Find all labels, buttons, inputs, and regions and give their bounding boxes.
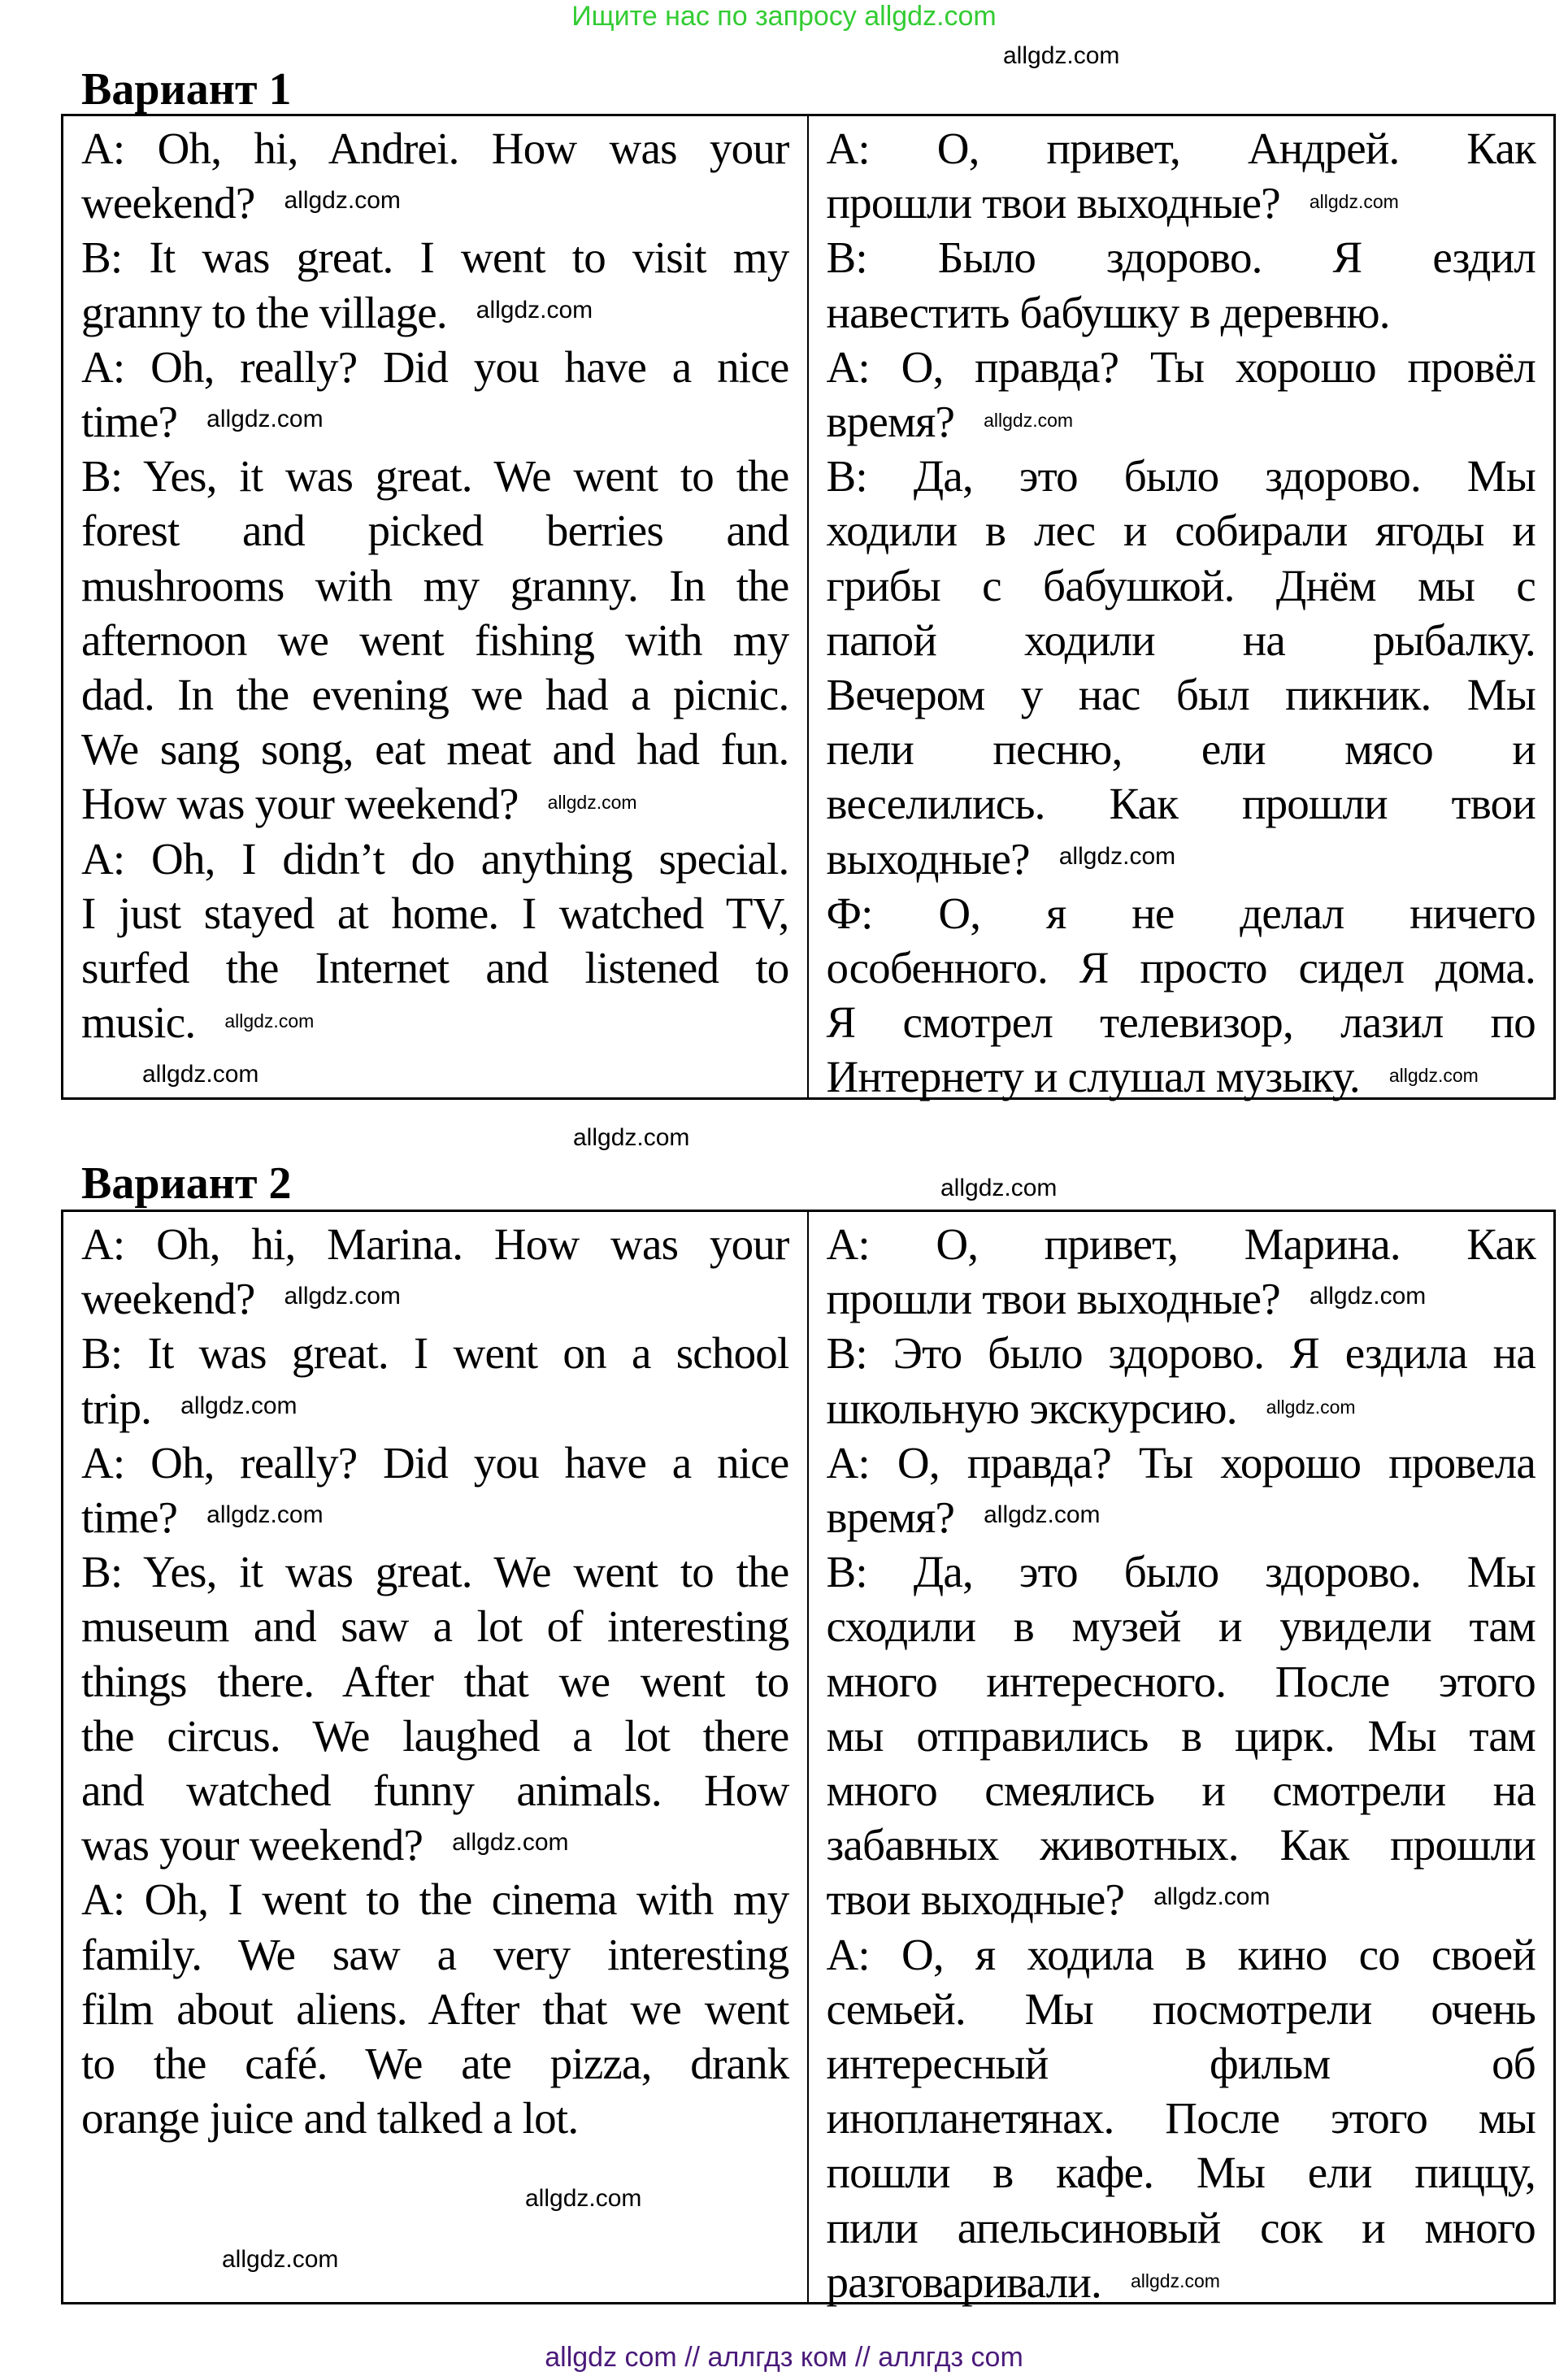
variant-1-heading: Вариант 1 xyxy=(81,64,292,115)
dialogue-line xyxy=(827,394,1536,449)
variant-2-heading: Вариант 2 xyxy=(81,1158,292,1209)
watermark: allgdz.com xyxy=(142,1061,259,1088)
dialogue-line xyxy=(827,776,1536,831)
dialogue-line-text: прошли твои выходные? xyxy=(826,1274,1280,1324)
dialogue-line-text: B: Yes, it was great. We went to the xyxy=(81,1547,789,1597)
dialogue-line xyxy=(81,1927,789,1982)
dialogue-line xyxy=(827,176,1536,230)
dialogue-line-text: trip. xyxy=(81,1383,152,1433)
watermark: allgdz.com xyxy=(222,2246,339,2273)
dialogue-line-text: В: Да, это было здорово. Мы xyxy=(826,1547,1535,1597)
dialogue-line-text: А: О, правда? Ты хорошо провела xyxy=(826,1437,1535,1488)
dialogue-line-text: прошли твои выходные? xyxy=(826,178,1280,228)
dialogue-line xyxy=(827,1490,1536,1544)
dialogue-line-text: A: Oh, hi, Andrei. How was your xyxy=(81,124,789,173)
dialogue-line xyxy=(827,2200,1536,2255)
dialogue-line xyxy=(827,1436,1536,1490)
dialogue-line-text: was your weekend? xyxy=(81,1820,423,1870)
dialogue-line xyxy=(81,1490,789,1544)
dialogue-line xyxy=(827,503,1536,558)
dialogue-line xyxy=(81,1381,789,1436)
dialogue-line-text: забавных животных. Как прошли xyxy=(826,1820,1535,1870)
dialogue-line-text: грибы с бабушкой. Днём мы с xyxy=(826,560,1535,610)
dialogue-line xyxy=(81,613,789,667)
dialogue-line-text: I just stayed at home. I watched TV, xyxy=(81,888,789,938)
dialogue-line xyxy=(827,2145,1536,2200)
dialogue-line-text: A: Oh, hi, Marina. How was your xyxy=(81,1219,789,1269)
watermark: allgdz.com xyxy=(1153,1883,1270,1911)
dialogue-line xyxy=(827,1271,1536,1326)
dialogue-line xyxy=(827,886,1536,940)
watermark: allgdz.com xyxy=(1003,42,1120,69)
dialogue-line-text: школьную экскурсию. xyxy=(826,1383,1237,1433)
dialogue-line xyxy=(81,1326,789,1380)
dialogue-line-text: A: Oh, I didn’t do anything special. xyxy=(81,833,789,884)
watermark: allgdz.com xyxy=(1058,842,1176,870)
dialogue-line xyxy=(81,1982,789,2036)
dialogue-line xyxy=(827,2255,1536,2309)
dialogue-line xyxy=(827,558,1536,613)
dialogue-line-text: and watched funny animals. How xyxy=(81,1766,789,1816)
dialogue-line xyxy=(827,1599,1536,1653)
dialogue-line-text: weekend? xyxy=(81,1274,255,1324)
watermark: allgdz.com xyxy=(1131,2270,1220,2291)
dialogue-line xyxy=(827,1049,1536,1104)
dialogue-line-text: время? xyxy=(826,1492,955,1543)
dialogue-line-text: the circus. We laughed a lot there xyxy=(81,1710,789,1761)
dialogue-line-text: music. xyxy=(81,997,196,1048)
dialogue-line xyxy=(81,2036,789,2091)
dialogue-line-text: сходили в музей и увидели там xyxy=(826,1601,1535,1652)
watermark: allgdz.com xyxy=(224,1010,315,1032)
watermark: allgdz.com xyxy=(984,410,1074,432)
dialogue-line xyxy=(827,1872,1536,1926)
watermark: allgdz.com xyxy=(452,1829,569,1857)
dialogue-line-text: А: О, правда? Ты хорошо провёл xyxy=(826,341,1535,392)
dialogue-line-text: особенного. Я просто сидел дома. xyxy=(826,943,1535,993)
dialogue-line xyxy=(81,776,789,831)
dialogue-line xyxy=(81,121,789,176)
dialogue-line xyxy=(827,722,1536,776)
dialogue-line-text: А: О, я ходила в кино со своей xyxy=(826,1929,1535,1979)
dialogue-line xyxy=(81,1654,789,1709)
dialogue-line xyxy=(81,340,789,394)
dialogue-line-text: B: It was great. I went on a school xyxy=(81,1328,789,1379)
watermark: allgdz.com xyxy=(573,1124,690,1151)
dialogue-line-text: пили апельсиновый сок и много xyxy=(826,2202,1535,2252)
dialogue-line-text: B: It was great. I went to visit my xyxy=(81,232,789,283)
dialogue-line-text: afternoon we went fishing with my xyxy=(81,615,789,665)
dialogue-line-text: Я смотрел телевизор, лазил по xyxy=(826,997,1535,1048)
dialogue-line-text: to the café. We ate pizza, drank xyxy=(81,2039,789,2089)
dialogue-line-text: мы отправились в цирк. Мы там xyxy=(826,1710,1535,1761)
dialogue-line xyxy=(81,176,789,230)
dialogue-line xyxy=(81,995,789,1049)
dialogue-line-text: В: Да, это было здорово. Мы xyxy=(826,451,1535,502)
dialogue-line xyxy=(827,1326,1536,1380)
dialogue-line xyxy=(81,1544,789,1599)
dialogue-line-text: weekend? xyxy=(81,178,255,228)
watermark: allgdz.com xyxy=(525,2185,642,2212)
dialogue-line-text: навестить бабушку в деревню. xyxy=(826,287,1390,337)
dialogue-line xyxy=(827,667,1536,722)
footer-watermark-text: allgdz com // аллгдз ком // аллгдз com xyxy=(545,2342,1023,2373)
dialogue-line-text: А: О, привет, Андрей. Как xyxy=(826,124,1535,173)
dialogue-line xyxy=(81,722,789,776)
dialogue-line-text: orange juice and talked a lot. xyxy=(81,2093,579,2144)
watermark: allgdz.com xyxy=(984,1501,1101,1529)
dialogue-line-text: surfed the Internet and listened to xyxy=(81,943,789,993)
dialogue-line xyxy=(81,1436,789,1490)
russian-column xyxy=(809,1212,1554,2307)
dialogue-line xyxy=(827,940,1536,995)
dialogue-line-text: time? xyxy=(81,397,178,447)
dialogue-line xyxy=(81,832,789,886)
dialogue-line-text: время? xyxy=(826,397,955,447)
dialogue-line xyxy=(81,1818,789,1872)
dialogue-line xyxy=(81,886,789,940)
dialogue-line-text: В: Было здорово. Я ездил xyxy=(826,232,1535,283)
dialogue-line xyxy=(827,1544,1536,1599)
dialogue-line xyxy=(827,2091,1536,2145)
dialogue-line-text: выходные? xyxy=(826,833,1030,884)
dialogue-line xyxy=(827,995,1536,1049)
dialogue-line-text: разговаривали. xyxy=(826,2257,1101,2307)
watermark: allgdz.com xyxy=(180,1392,298,1419)
dialogue-line xyxy=(827,613,1536,667)
watermark: allgdz.com xyxy=(284,1283,401,1310)
dialogue-line-text: пели песню, ели мясо и xyxy=(826,724,1535,775)
dialogue-line-text: A: Oh, really? Did you have a nice xyxy=(81,1437,789,1488)
dialogue-line xyxy=(81,230,789,285)
dialogue-line xyxy=(81,1763,789,1818)
dialogue-line-text: много смеялись и смотрели на xyxy=(826,1766,1535,1816)
dialogue-line-text: mushrooms with my granny. In the xyxy=(81,560,789,610)
dialogue-line xyxy=(827,1709,1536,1763)
dialogue-line xyxy=(81,1217,789,1271)
dialogue-line-text: museum and saw a lot of interesting xyxy=(81,1601,789,1652)
dialogue-line-text: веселились. Как прошли твои xyxy=(826,779,1535,829)
russian-column xyxy=(809,116,1554,1102)
variant-2-table xyxy=(61,1210,1556,2307)
dialogue-line-text: granny to the village. xyxy=(81,287,447,337)
dialogue-line xyxy=(827,285,1536,340)
dialogue-line xyxy=(827,832,1536,886)
dialogue-line-text: Вечером у нас был пикник. Мы xyxy=(826,670,1535,720)
watermark: allgdz.com xyxy=(1309,1283,1427,1310)
dialogue-line xyxy=(827,1381,1536,1436)
dialogue-line-text: How was your weekend? xyxy=(81,779,519,829)
search-hint-banner: Ищите нас по запросу allgdz.com xyxy=(571,1,997,32)
english-column xyxy=(63,116,809,1097)
dialogue-line xyxy=(827,340,1536,394)
dialogue-line-text: ходили в лес и собирали ягоды и xyxy=(826,506,1535,556)
watermark: allgdz.com xyxy=(1309,191,1399,213)
dialogue-line xyxy=(827,2036,1536,2091)
dialogue-line-text: А: О, привет, Марина. Как xyxy=(826,1219,1535,1269)
dialogue-line xyxy=(81,1599,789,1653)
dialogue-line-text: forest and picked berries and xyxy=(81,506,789,556)
dialogue-line-text: пошли в кафе. Мы ели пиццу, xyxy=(826,2148,1535,2198)
dialogue-line xyxy=(827,1927,1536,1982)
watermark: allgdz.com xyxy=(547,792,637,814)
dialogue-line-text: film about aliens. After that we went xyxy=(81,1983,789,2034)
dialogue-line xyxy=(827,230,1536,285)
dialogue-line-text: твои выходные? xyxy=(826,1874,1125,1925)
watermark: allgdz.com xyxy=(1266,1396,1356,1418)
dialogue-line xyxy=(81,940,789,995)
dialogue-line-text: A: Oh, really? Did you have a nice xyxy=(81,341,789,392)
dialogue-line xyxy=(827,449,1536,503)
watermark: allgdz.com xyxy=(1388,1065,1479,1087)
dialogue-line-text: things there. After that we went to xyxy=(81,1656,789,1706)
dialogue-line xyxy=(827,1763,1536,1818)
dialogue-line xyxy=(81,2091,789,2145)
dialogue-line-text: Ф: О, я не делал ничего xyxy=(826,888,1535,938)
dialogue-line-text: инопланетянах. После этого мы xyxy=(826,2093,1535,2144)
dialogue-line-text: семьей. Мы посмотрели очень xyxy=(826,1983,1535,2034)
dialogue-line xyxy=(81,1271,789,1326)
dialogue-line-text: В: Это было здорово. Я ездила на xyxy=(826,1328,1535,1379)
watermark: allgdz.com xyxy=(476,296,593,324)
dialogue-line xyxy=(81,285,789,340)
dialogue-line-text: We sang song, eat meat and had fun. xyxy=(81,724,789,775)
dialogue-line-text: B: Yes, it was great. We went to the xyxy=(81,451,789,502)
english-column xyxy=(63,1212,809,2302)
dialogue-line xyxy=(81,503,789,558)
dialogue-line xyxy=(827,1217,1536,1271)
dialogue-line-text: A: Oh, I went to the cinema with my xyxy=(81,1874,789,1925)
watermark: allgdz.com xyxy=(284,187,401,215)
dialogue-line-text: Интернету и слушал музыку. xyxy=(826,1052,1360,1102)
watermark: allgdz.com xyxy=(206,406,324,433)
dialogue-line xyxy=(827,1654,1536,1709)
dialogue-line xyxy=(827,121,1536,176)
dialogue-line-text: family. We saw a very interesting xyxy=(81,1929,789,1979)
dialogue-line xyxy=(827,1982,1536,2036)
watermark: allgdz.com xyxy=(206,1501,324,1529)
dialogue-line-text: много интересного. После этого xyxy=(826,1656,1535,1706)
watermark: allgdz.com xyxy=(940,1175,1058,1201)
dialogue-line xyxy=(81,558,789,613)
dialogue-line xyxy=(81,667,789,722)
dialogue-line-text: папой ходили на рыбалку. xyxy=(826,615,1535,665)
dialogue-line xyxy=(81,449,789,503)
dialogue-line-text: интересный фильм об xyxy=(826,2039,1535,2089)
dialogue-line xyxy=(827,1818,1536,1872)
variant-1-table xyxy=(61,114,1556,1100)
dialogue-line xyxy=(81,1872,789,1926)
dialogue-line-text: time? xyxy=(81,1492,178,1543)
dialogue-line xyxy=(81,1709,789,1763)
dialogue-line-text: dad. In the evening we had a picnic. xyxy=(81,670,789,720)
dialogue-line xyxy=(81,394,789,449)
